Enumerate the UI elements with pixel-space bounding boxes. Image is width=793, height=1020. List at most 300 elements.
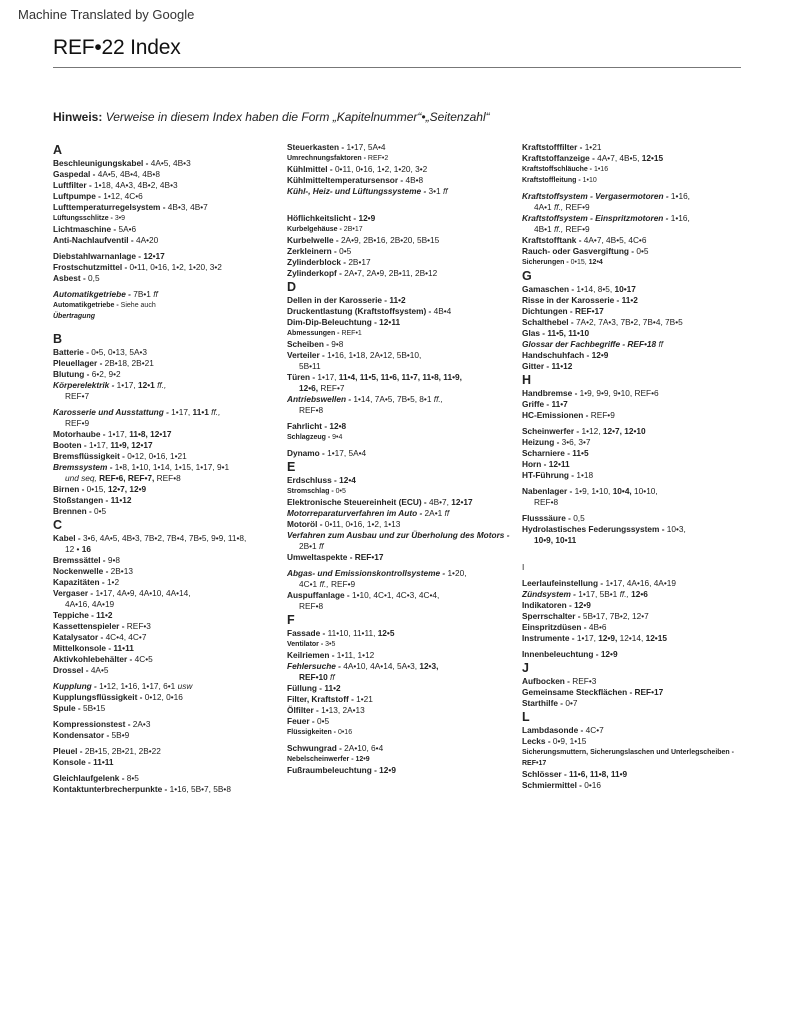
entry-refs: 1•14, 7A•5, 7B•5, 8•1 ff., [351, 394, 443, 404]
entry-refs: 1•20, [445, 568, 467, 578]
entry-term: Mittelkonsole - 11•11 [53, 643, 134, 653]
index-entry [53, 347, 281, 358]
entry-refs: I [522, 562, 525, 572]
index-entry [522, 317, 750, 328]
entry-refs: 0•15, 12•7, 12•9 [84, 484, 147, 494]
entry-term: Brennen - [53, 506, 92, 516]
index-entry [522, 513, 750, 524]
index-entry [287, 268, 515, 279]
entry-term: Kühl-, Heiz- und Lüftungssysteme - [287, 186, 427, 196]
entry-term: Steuerkasten - [287, 142, 345, 152]
entry-term: Nebelscheinwerfer - 12•9 [287, 756, 370, 763]
entry-refs: 0,5 [570, 513, 585, 523]
index-entry [522, 284, 750, 295]
index-entry [287, 153, 515, 164]
index-entry [522, 459, 750, 470]
entry-refs: 1•17, 5A•4 [324, 448, 367, 458]
index-entry [53, 599, 281, 610]
entry-term: Fassade - [287, 628, 326, 638]
entry-term: Birnen - [53, 484, 85, 494]
entry-term: Sicherungen - [522, 259, 569, 266]
index-entry [522, 246, 750, 257]
index-entry [522, 191, 750, 202]
entry-term: Kabel - [53, 533, 81, 543]
entry-term: Automatikgetriebe - [53, 302, 119, 309]
entry-refs: 1•17, 12•1 ff., [114, 380, 167, 390]
entry-term: Höflichkeitslicht - 12•9 [287, 213, 376, 223]
index-entry [287, 743, 515, 754]
entry-refs: 4A•20 [133, 235, 159, 245]
index-entry [53, 692, 281, 703]
index-entry [287, 350, 515, 361]
entry-refs: 0•12, 0•16 [142, 692, 183, 702]
index-entry [287, 705, 515, 716]
entry-term: Automatikgetriebe - [53, 289, 131, 299]
index-entry [53, 621, 281, 632]
entry-term: Asbest - [53, 273, 86, 283]
entry-refs: 10•3, [664, 524, 686, 534]
index-entry [287, 672, 515, 683]
entry-refs: 12•6, REF•7 [299, 383, 345, 393]
entry-refs: 3•1 ff [426, 186, 448, 196]
index-entry [287, 405, 515, 416]
entry-term: Karosserie und Ausstattung - [53, 407, 169, 417]
index-entry [522, 578, 750, 589]
entry-term: Drossel - [53, 665, 89, 675]
index-entry [287, 541, 515, 552]
entry-term: Filter, Kraftstoff - [287, 694, 354, 704]
index-entry [522, 747, 750, 769]
entry-term: Feuer - [287, 716, 315, 726]
entry-refs: 0•5 [336, 246, 352, 256]
entry-term: Flusssäure - [522, 513, 571, 523]
entry-term: Glas - 11•5, 11•10 [522, 328, 590, 338]
index-entry [287, 661, 515, 672]
index-entry [522, 142, 750, 153]
index-entry [522, 202, 750, 213]
entry-refs: 4A•1 ff., REF•9 [534, 202, 590, 212]
entry-term: Lüftungsschlitze - [53, 215, 113, 222]
index-entry [53, 746, 281, 757]
index-entry [287, 519, 515, 530]
index-entry [53, 577, 281, 588]
index-entry [53, 703, 281, 714]
index-entry [287, 568, 515, 579]
entry-refs: 7A•2, 7A•3, 7B•2, 7B•4, 7B•5 [573, 317, 683, 327]
entry-refs: 4A•5, 4B•4, 4B•8 [95, 169, 160, 179]
index-entry [53, 643, 281, 654]
entry-term: Stoßstangen - 11•12 [53, 495, 132, 505]
entry-refs: 12 • 16 [65, 544, 91, 554]
index-entry [522, 622, 750, 633]
entry-term: Kühlmittel - [287, 164, 333, 174]
entry-refs: 4B•6 [586, 622, 607, 632]
index-entry [53, 262, 281, 273]
entry-term: Scheiben - [287, 339, 329, 349]
entry-refs: REF•2 [365, 155, 389, 162]
index-entry [53, 654, 281, 665]
entry-term: Flüssigkeiten - [287, 729, 337, 736]
index-entry [287, 590, 515, 601]
index-entry [522, 524, 750, 535]
entry-term: Nabenlager - [522, 486, 573, 496]
index-entry [522, 257, 750, 268]
index-entry [287, 224, 515, 235]
index-entry [53, 566, 281, 577]
entry-refs: 1•17, 12•9, 12•14, 12•15 [574, 633, 667, 643]
entry-term: Dim-Dip-Beleuchtung - 12•11 [287, 317, 401, 327]
entry-term: Körperelektrik - [53, 380, 115, 390]
index-entry [522, 361, 750, 372]
index-entry [522, 470, 750, 481]
index-entry [522, 175, 750, 186]
index-entry [287, 186, 515, 197]
index-entry [53, 273, 281, 284]
index-column-2 [287, 142, 515, 776]
entry-term: Schlagzeug - [287, 434, 331, 441]
index-entry [522, 235, 750, 246]
entry-term: Kraftstoffsystem - Vergasermotoren - [522, 191, 669, 201]
entry-refs: 5B•9 [109, 730, 130, 740]
index-entry [53, 555, 281, 566]
index-entry [287, 361, 515, 372]
index-entry [53, 180, 281, 191]
entry-refs: 4C•1 ff., REF•9 [299, 579, 356, 589]
index-entry [53, 380, 281, 391]
entry-refs: 10•9, 10•11 [534, 535, 577, 545]
entry-term: Griffe - 11•7 [522, 399, 568, 409]
entry-refs: REF•7 [65, 391, 90, 401]
index-note [53, 110, 490, 124]
entry-term: Schalthebel - [522, 317, 574, 327]
index-entry [522, 611, 750, 622]
index-entry [53, 224, 281, 235]
index-entry [53, 407, 281, 418]
section-letter: F [287, 613, 295, 627]
entry-term: Luftpumpe - [53, 191, 101, 201]
entry-refs: REF•3 [569, 676, 597, 686]
index-entry [287, 448, 515, 459]
entry-term: Fußraumbeleuchtung - 12•9 [287, 765, 396, 775]
index-entry [287, 754, 515, 765]
index-entry [522, 535, 750, 546]
entry-term: Starthilfe - [522, 698, 564, 708]
index-entry [522, 306, 750, 317]
entry-refs: 1•18, 4A•3, 4B•2, 4B•3 [91, 180, 178, 190]
index-entry [522, 725, 750, 736]
index-entry [53, 358, 281, 369]
entry-refs: Siehe auch [118, 302, 156, 309]
entry-term: Motorreparaturverfahren im Auto - [287, 508, 423, 518]
entry-term: Kraftstofftank - [522, 235, 582, 245]
entry-term: Lecks - [522, 736, 551, 746]
entry-refs: 1•10, 4C•1, 4C•3, 4C•4, [349, 590, 440, 600]
entry-refs: 1•11, 1•12 [334, 650, 375, 660]
entry-refs: 1•12, 12•7, 12•10 [579, 426, 646, 436]
entry-term: Schlösser - 11•6, 11•8, 11•9 [522, 769, 628, 779]
index-entry [53, 610, 281, 621]
index-entry [287, 530, 515, 541]
entry-refs: 1•17, 11•1 ff., [168, 407, 221, 417]
entry-refs: 0•16 [336, 729, 353, 736]
section-letter: B [53, 332, 63, 346]
entry-term: Antriebswellen - [287, 394, 352, 404]
index-entry [53, 730, 281, 741]
index-entry [287, 213, 515, 224]
entry-term: Kurbelgehäuse - [287, 226, 342, 233]
entry-term: Booten - [53, 440, 87, 450]
index-entry [53, 300, 281, 311]
entry-term: Horn - 12•11 [522, 459, 570, 469]
entry-refs: 0•11, 0•16, 1•2, 1•20, 3•2 [332, 164, 428, 174]
entry-term: Nockenwelle - [53, 566, 109, 576]
entry-refs: 2B•13 [108, 566, 133, 576]
entry-term: Leerlaufeinstellung - [522, 578, 604, 588]
index-entry [53, 391, 281, 402]
section-letter: A [53, 143, 63, 157]
entry-refs: 2B•1 ff [299, 541, 324, 551]
entry-refs: 2A•1 ff [422, 508, 450, 518]
entry-refs: REF•9 [65, 418, 90, 428]
entry-term: Pleuellager - [53, 358, 103, 368]
entry-refs: 1•12, 4C•6 [100, 191, 143, 201]
index-entry [287, 601, 515, 612]
entry-refs: 0•5 [634, 246, 649, 256]
entry-refs: 4B•4 [431, 306, 452, 316]
entry-term: Dichtungen - REF•17 [522, 306, 604, 316]
entry-refs: 0•5 [91, 506, 107, 516]
entry-refs: 4A•5 [88, 665, 109, 675]
entry-refs: 1•10 [580, 177, 597, 184]
entry-term: Motorhaube - [53, 429, 106, 439]
index-entry [287, 383, 515, 394]
entry-refs: 1•9, 1•10, 10•4, 10•10, [572, 486, 658, 496]
entry-term: Keilriemen - [287, 650, 335, 660]
index-column-3 [522, 142, 750, 791]
entry-term: Bremssystem - [53, 462, 113, 472]
index-entry [53, 311, 281, 322]
entry-term: Zerkleinern - [287, 246, 337, 256]
entry-refs: 4B•3, 4B•7 [165, 202, 208, 212]
entry-term: Gaspedal - [53, 169, 96, 179]
entry-term: Bremssättel - [53, 555, 106, 565]
index-entry [287, 246, 515, 257]
entry-term: Übertragung [53, 313, 95, 320]
entry-term: Stromschlag - [287, 488, 334, 495]
entry-refs: 2A•9, 2B•16, 2B•20, 5B•15 [338, 235, 440, 245]
index-entry [522, 780, 750, 791]
section-letter: L [522, 710, 530, 724]
entry-refs: ff [658, 339, 664, 349]
section-letter: G [522, 269, 532, 283]
entry-refs: 5B•17, 7B•2, 12•7 [580, 611, 649, 621]
index-entry [53, 429, 281, 440]
entry-term: Lambdasonde - [522, 725, 584, 735]
entry-refs: 1•13, 2A•13 [318, 705, 365, 715]
index-entry [522, 328, 750, 339]
index-entry [53, 158, 281, 169]
entry-term: Rauch- oder Gasvergiftung - [522, 246, 635, 256]
index-entry [287, 175, 515, 186]
entry-refs: 3•9 [112, 215, 126, 222]
spacer [522, 546, 750, 562]
index-entry [522, 399, 750, 410]
index-entry [287, 694, 515, 705]
entry-term: Kupplung - [53, 681, 97, 691]
index-entry [287, 552, 515, 563]
index-entry [522, 153, 750, 164]
index-entry [522, 589, 750, 600]
index-entry [53, 440, 281, 451]
entry-term: Füllung - 11•2 [287, 683, 341, 693]
entry-term: Zündsystem - [522, 589, 576, 599]
index-entry [53, 169, 281, 180]
index-entry [53, 213, 281, 224]
entry-term: Ölfilter - [287, 705, 319, 715]
entry-refs: 4C•4, 4C•7 [103, 632, 147, 642]
index-column-1 [53, 142, 281, 795]
index-entry [522, 736, 750, 747]
index-entry [53, 484, 281, 495]
entry-term: Scheinwerfer - [522, 426, 580, 436]
entry-term: Glossar der Fachbegriffe - REF•18 [522, 339, 657, 349]
section-letter: J [522, 661, 529, 675]
entry-term: HT-Führung - [522, 470, 575, 480]
entry-refs: 5B•11 [299, 361, 321, 371]
index-entry [53, 191, 281, 202]
entry-refs: 1•14, 8•5, 10•17 [574, 284, 636, 294]
entry-refs: 1•12, 1•16, 1•17, 6•1 usw [96, 681, 193, 691]
entry-refs: 0•12, 0•16, 1•21 [124, 451, 187, 461]
entry-term: Sperrschalter - [522, 611, 581, 621]
entry-refs: 2B•17 [346, 257, 371, 267]
entry-refs: 3•6, 4A•5, 4B•3, 7B•2, 7B•4, 7B•5, 9•9, 11•8, [80, 533, 247, 543]
entry-term: Sicherungsmuttern, Sicherungslaschen und Unterlegscheiben - REF•17 [522, 749, 734, 767]
entry-refs: REF•1 [339, 330, 362, 337]
entry-refs: 2A•3 [130, 719, 151, 729]
section-letter: C [53, 518, 63, 532]
entry-refs: REF•8 [299, 405, 324, 415]
index-entry [522, 633, 750, 644]
entry-term: Dynamo - [287, 448, 325, 458]
index-entry [287, 295, 515, 306]
entry-refs: REF•3 [124, 621, 151, 631]
entry-refs: 1•17, 11•9, 12•17 [86, 440, 153, 450]
index-entry [287, 328, 515, 339]
entry-term: Motoröl - [287, 519, 323, 529]
entry-term: Handschuhfach - 12•9 [522, 350, 609, 360]
entry-refs: 3•5 [323, 641, 336, 648]
entry-term: Elektronische Steuereinheit (ECU) - [287, 497, 427, 507]
entry-term: Auspuffanlage - [287, 590, 350, 600]
index-entry [287, 628, 515, 639]
entry-term: Druckentlastung (Kraftstoffsystem) - [287, 306, 432, 316]
entry-refs: 0•5 [314, 716, 330, 726]
index-entry [53, 632, 281, 643]
index-entry [522, 649, 750, 660]
index-entry [522, 448, 750, 459]
index-entry [522, 350, 750, 361]
entry-refs: 9•8 [328, 339, 344, 349]
index-entry [522, 437, 750, 448]
entry-refs: 4A•16, 4A•19 [65, 599, 115, 609]
index-entry [287, 650, 515, 661]
entry-refs: 4B•7, 12•17 [426, 497, 473, 507]
entry-refs: 1•17, 4A•16, 4A•19 [603, 578, 676, 588]
entry-term: Ventilator - [287, 641, 324, 648]
entry-term: Schmiermittel - [522, 780, 582, 790]
entry-term: Vergaser - [53, 588, 94, 598]
entry-term: Abgas- und Emissionskontrollsysteme - [287, 568, 446, 578]
entry-refs: 1•17, 11•4, 11•5, 11•6, 11•7, 11•8, 11•9, [315, 372, 462, 382]
index-entry [522, 224, 750, 235]
section-letter: H [522, 373, 532, 387]
entry-refs: 4A•10, 4A•14, 5A•3, 12•3, [340, 661, 439, 671]
index-entry [287, 497, 515, 508]
entry-term: Zylinderkopf - [287, 268, 342, 278]
entry-refs: 4C•5 [132, 654, 153, 664]
entry-refs: 4A•7, 4B•5, 12•15 [594, 153, 664, 163]
index-entry [53, 544, 281, 555]
index-entry [522, 339, 750, 350]
index-entry [522, 698, 750, 709]
entry-term: Anti-Nachlaufventil - [53, 235, 134, 245]
entry-term: Kraftstoffschläuche - [522, 166, 593, 173]
index-entry [287, 765, 515, 776]
entry-refs: 8•5 [124, 773, 139, 783]
entry-refs: 0,5 [85, 273, 100, 283]
index-entry [522, 410, 750, 421]
entry-term: Fehlersuche - [287, 661, 341, 671]
entry-term: Dellen in der Karosserie - 11•2 [287, 295, 406, 305]
entry-refs: und seq, REF•6, REF•7, REF•8 [65, 473, 181, 483]
index-entry [53, 202, 281, 213]
entry-term: Heizung - [522, 437, 560, 447]
entry-term: Umweltaspekte - REF•17 [287, 552, 384, 562]
entry-refs: 1•21 [582, 142, 602, 152]
index-entry [287, 257, 515, 268]
entry-term: Spule - [53, 703, 81, 713]
entry-term: Kühlmitteltemperatursensor - [287, 175, 404, 185]
entry-term: Indikatoren - 12•9 [522, 600, 591, 610]
entry-refs: 5A•6 [116, 224, 137, 234]
entry-refs: 11•10, 11•11, 12•5 [325, 628, 395, 638]
entry-term: Kraftstoffanzeige - [522, 153, 595, 163]
index-entry [287, 235, 515, 246]
index-entry [522, 769, 750, 780]
index-entry [287, 727, 515, 738]
index-entry [522, 600, 750, 611]
spacer [53, 322, 281, 331]
entry-refs: 0•11, 0•16, 1•2, 1•13 [322, 519, 401, 529]
index-entry [522, 687, 750, 698]
index-entry [522, 213, 750, 224]
index-entry [53, 506, 281, 517]
entry-refs: REF•10 ff [299, 672, 335, 682]
index-entry [53, 681, 281, 692]
index-entry [522, 295, 750, 306]
entry-term: Lichtmaschine - [53, 224, 117, 234]
entry-refs: REF•8 [299, 601, 324, 611]
index-entry [287, 394, 515, 405]
entry-refs: 1•21 [353, 694, 373, 704]
index-entry [53, 462, 281, 473]
entry-refs: 0•5, 0•13, 5A•3 [88, 347, 148, 357]
index-entry [522, 388, 750, 399]
index-entry [522, 497, 750, 508]
index-entry [522, 562, 750, 573]
entry-refs: 1•9, 9•9, 9•10, REF•6 [577, 388, 659, 398]
